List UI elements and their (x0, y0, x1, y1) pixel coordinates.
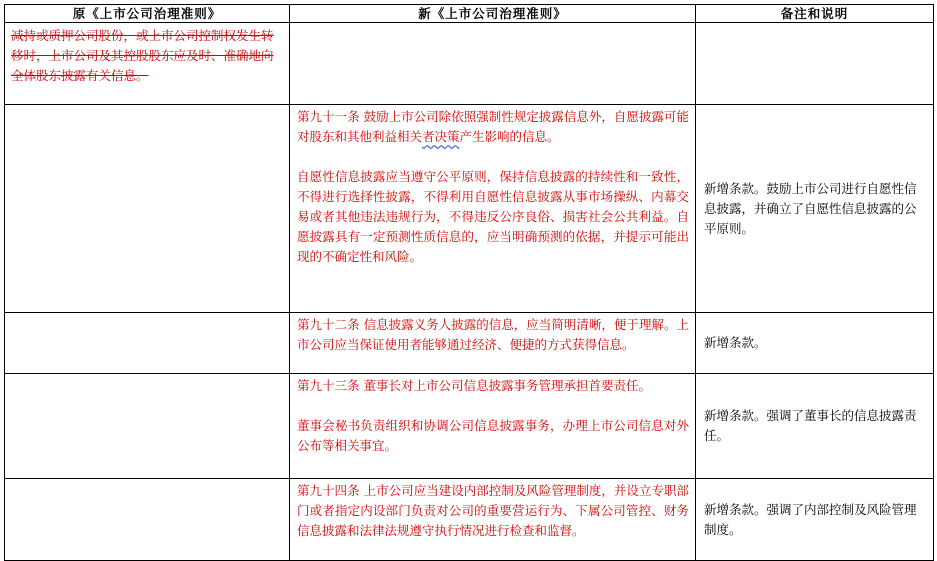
table-row (5, 313, 934, 374)
old-rule-cell: 减持或质押公司股份，或上市公司控制权发生转移时，上市公司及其控股股东应及时、准确地向全体股东披露有关信息。 (5, 23, 290, 105)
header-notes: 备注和说明 (696, 5, 934, 23)
table-row (5, 479, 934, 561)
old-rule-cell (5, 105, 290, 313)
table-row (5, 374, 934, 479)
note-cell (696, 23, 934, 105)
new-rule-cell (290, 313, 696, 374)
note-cell: 新增条款。鼓励上市公司进行自愿性信息披露，并确立了自愿性信息披露的公平原则。 (696, 105, 934, 313)
new-rule-cell (290, 105, 696, 313)
article-92-para-1: 第九十二条 信息披露义务人披露的信息，应当简明清晰，便于理解。上市公司应当保证使用者能够通过经济、便捷的方式获得信息。 (297, 317, 689, 352)
new-rule-cell (290, 23, 696, 105)
note-cell: 新增条款。强调了内部控制及风险管理制度。 (696, 479, 934, 561)
new-rule-cell (290, 374, 696, 479)
old-rule-cell (5, 313, 290, 374)
old-rule-cell (5, 479, 290, 561)
table-row (5, 105, 934, 313)
article-91-para-1: 第九十一条 鼓励上市公司除依照强制性规定披露信息外，自愿披露可能对股东和其他利益相关者决策产生影响的信息。 (297, 109, 689, 144)
spellcheck-underline: 者决策 (422, 129, 460, 144)
header-new-rules: 新《上市公司治理准则》 (290, 5, 696, 23)
note-cell: 新增条款。强调了董事长的信息披露责任。 (696, 374, 934, 479)
article-93-para-1: 第九十三条 董事长对上市公司信息披露事务管理承担首要责任。 (297, 378, 651, 393)
note-cell: 新增条款。 (696, 313, 934, 374)
article-94-para-1: 第九十四条 上市公司应当建设内部控制及风险管理制度，并设立专职部门或者指定内设部门负责对公司的重要营运行为、下属公司管控、财务信息披露和法律法规遵守执行情况进行检查和监督。 (297, 483, 689, 538)
article-91-para-2: 自愿性信息披露应当遵守公平原则，保持信息披露的持续性和一致性，不得进行选择性披露，不得利用自愿性信息披露从事市场操纵、内幕交易或者其他违法违规行为，不得违反公序良俗、损害社会公共利益。自愿披露具有一定预测性质信息的，应当明确预测的依据，并提示可能出现的不确定性和风险。 (297, 169, 689, 264)
old-rule-cell (5, 374, 290, 479)
comparison-table (4, 4, 934, 561)
header-old-rules: 原《上市公司治理准则》 (5, 5, 290, 23)
new-rule-cell (290, 479, 696, 561)
header-row (5, 5, 934, 23)
article-93-para-2: 董事会秘书负责组织和协调公司信息披露事务，办理上市公司信息对外公布等相关事宜。 (297, 418, 689, 453)
table-row (5, 23, 934, 105)
